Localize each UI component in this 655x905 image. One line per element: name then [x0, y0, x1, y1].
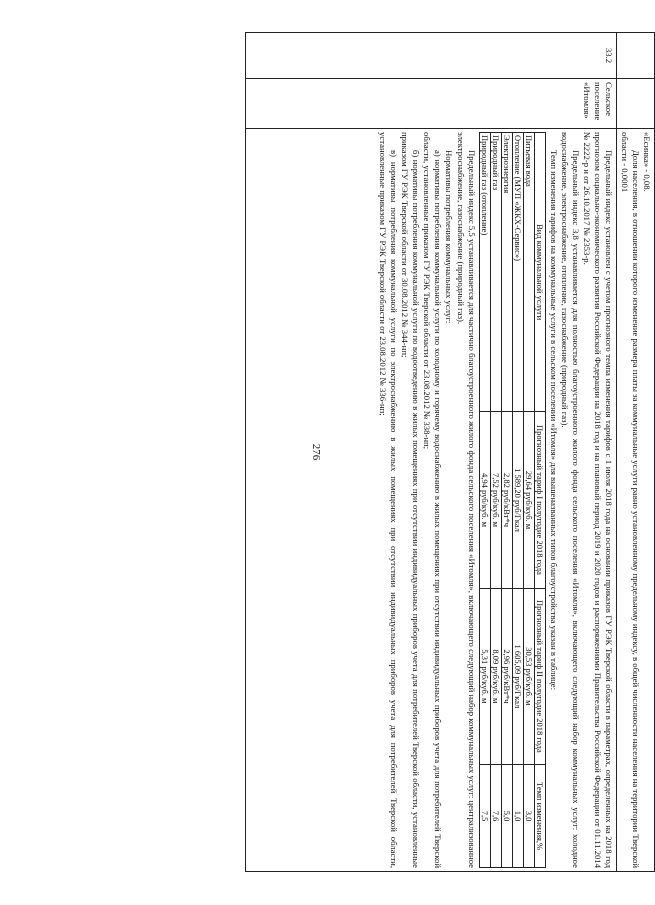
row-number: 33.2 [246, 33, 617, 79]
paragraph-4: Предельный индекс 5,5 устанавливается для частично благоустроенного жилого фонда сельского поселения «Итомля», включающего следующий набор коммунальных услуг: централизованное электроснабжение, газоснабжение (природный газ). [455, 132, 477, 868]
paragraph-2: Предельный индекс 3,8 устанавливается для полностью благоустроенного жилого фонда сельского поселения «Итомля», включающего следующий набор коммунальных услуг: холодное водоснабжение, электроснабжение, отопление, газоснабжение (природный газ). [559, 132, 581, 868]
tariff-service: Отопление (МУП «ЖКХ-Сервис») [512, 133, 523, 412]
paragraph-8: в) нормативы потребления коммунальной услуги по электроснабжению в жилых помещениях при отсутствии индивидуальных приборов учета для потребителей Тверской области, установленные приказом ГУ РЭК Тверской области от 23.08.2012 № 336-нп; [378, 132, 400, 868]
indices-table [245, 32, 655, 872]
prev-row-number-cell [616, 33, 654, 79]
tariff-h1: 1 589,20 руб/Гкал [512, 412, 523, 588]
paragraph-7: б) нормативы потребления коммунальной услуги по водоотведению в жилых помещениях при отсутствии индивидуальных приборов учета для потребителей Тверской области, установленные приказом ГУ РЭК Тверской области от 30.08.2012 № 344-нп; [400, 132, 422, 868]
tariff-header-h1: Прогнозный тариф I полугодие 2018 года [534, 412, 545, 588]
tariff-rate: 7,6 [490, 765, 501, 868]
tariff-h1: 4,94 руб/куб. м [479, 412, 490, 588]
settlement-name: Сельское поселение «Итомля» [246, 79, 617, 129]
paragraph-3: Темп изменения тарифов на коммунальные услуги в сельском поселении «Итомля» для вышеназванных типов благоустройства указан в таблице: [548, 150, 559, 691]
row-33-2 [246, 33, 617, 872]
tariff-h2: 1 605,09 руб/Гкал [512, 588, 523, 764]
tariff-h2: 2,96 руб/кВт*ч [501, 588, 512, 764]
prev-row-line-2: Доля населения, в отношении которого изменение размера платы за коммунальные услуги равно установленному предельному индексу, в общей численности населения на территории Тверской области - 0,0001 [619, 132, 641, 868]
table-row [490, 133, 501, 868]
table-row [501, 133, 512, 868]
tariff-header-service: Вид коммунальной услуги [534, 133, 545, 412]
tariff-h1: 7,52 руб/куб. м [490, 412, 501, 588]
previous-row-continuation [616, 33, 654, 872]
paragraph-1: Предельный индекс установлен с учетом прогнозного темпа изменения тарифов с 1 июля 2018 года на основании приказов ГУ РЭК Тверской области в параметрах, определенных на 2018 год прогнозом социально-экономического развития Российской Федерации на 2018 год и на плановый период 2019 и 2020 годов и распоряжениями Правительства Российской Федерации от 01.11.2014 № 2222-р и от 26.10.2017 № 2353-р. [581, 132, 614, 868]
tariff-header-rate: Темп изменения,% [534, 765, 545, 868]
paragraph-6: а) нормативы потребления коммунальной услуги по холодному и горячему водоснабжению в жилых помещениях при отсутствии индивидуальных приборов учета для потребителей Тверской области, установленные приказом ГУ РЭК Тверской области от 23.08.2012 № 338-нп; [422, 132, 444, 868]
tariff-rate: 1,0 [512, 765, 523, 868]
table-row [523, 133, 534, 868]
page-number: 276 [310, 443, 322, 461]
tariff-h2: 5,31 руб/куб. м [479, 588, 490, 764]
tariff-h1: 29,64 руб/куб. м [523, 412, 534, 588]
tariff-h2: 30,53 руб/куб. м [523, 588, 534, 764]
table-row [512, 133, 523, 868]
row-description [246, 129, 617, 872]
prev-row-line-1: «Есинка» - 0,08. [642, 132, 652, 192]
tariff-table [479, 132, 546, 868]
table-row [479, 133, 490, 868]
prev-row-name-cell [616, 79, 654, 129]
document-sheet [245, 32, 655, 872]
tariff-service: Питьевая вода [523, 133, 534, 412]
tariff-h2: 8,09 руб/куб. м [490, 588, 501, 764]
tariff-service: Природный газ [490, 133, 501, 412]
tariff-rate: 3,0 [523, 765, 534, 868]
tariff-h1: 2,82 руб/кВт*ч [501, 412, 512, 588]
tariff-header-h2: Прогнозный тариф II полугодие 2018 года [534, 588, 545, 764]
tariff-table-header [534, 133, 545, 868]
tariff-rate: 7,5 [479, 765, 490, 868]
tariff-rate: 5,0 [501, 765, 512, 868]
paragraph-5: Нормативы потребления коммунальных услуг: [444, 150, 455, 324]
tariff-service: Природный газ (отопление) [479, 133, 490, 412]
tariff-service: Электроэнергия [501, 133, 512, 412]
prev-row-text-cell [616, 129, 654, 872]
